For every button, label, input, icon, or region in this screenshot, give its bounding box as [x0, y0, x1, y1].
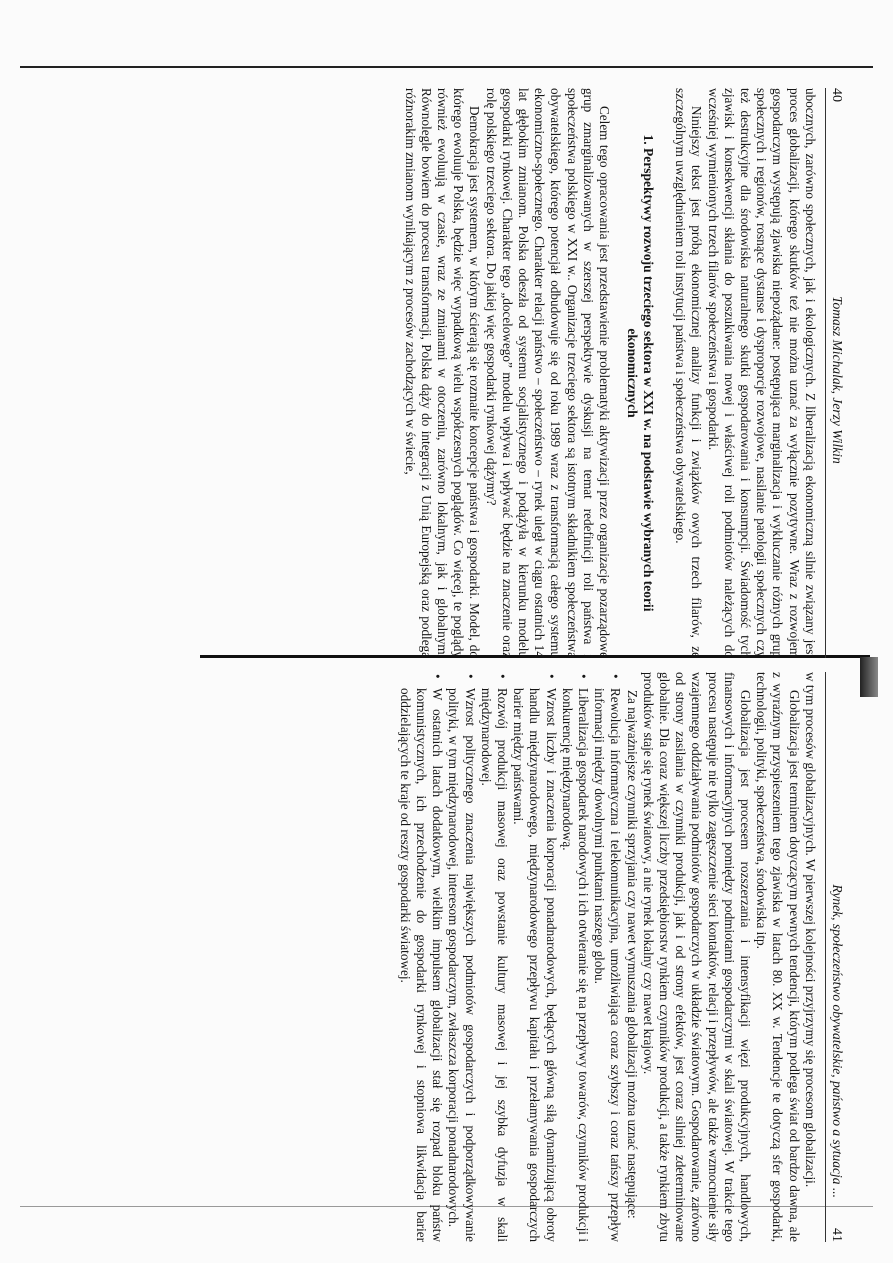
- running-title: Rynek, społeczeństwo obywatelskie, państwo a sytuacja ...: [830, 884, 845, 1198]
- running-header: [825, 672, 845, 1242]
- list-item: • Liberalizacja gospodarek narodowych i ich otwieranie się na przepływy towarów, czynników produkcji i konkurencję międzynarodową.: [559, 688, 591, 1242]
- paragraph: w tym procesów globalizacyjnych. W pierwszej kolejności przyjrzymy się procesom globalizacji.: [802, 672, 818, 1188]
- page-41: [55, 672, 845, 1242]
- section-heading: 1. Perspektywy rozwoju trzeciego sektora w XXI w. na podstawie wybranych teorii ekonomicznych: [624, 134, 656, 612]
- list-item: • Rozwój produkcji masowej oraz powstanie kultury masowej i jej szybka dyfuzja w skali międzynarodowej.: [478, 688, 510, 1242]
- paragraph: Globalizacja jest terminem dotyczącym pewnych tendencji, którym podlega świat od bardzo dawna, ale z wyraźnym przyspieszeniem tego zjawiska w latach 80. XX w. Tendencje te dotyczą sfer gospodarki, technologii, polityki, społeczeństwa, środowiska itp.: [754, 672, 802, 1242]
- running-title: Tomasz Michalak, Jerzy Wilkin: [830, 296, 845, 464]
- paragraph: Celem tego opracowania jest przedstawienie problematyki aktywizacji przez organizacje pozarządowe grup zmarginalizowanych w szerszej perspektywie dyskusji na temat redefinicji roli państwa i społeczeństwa polskiego w XXI w.. Organizacje trzeciego sektora są istotnym składnikiem społeczeństwa obywatelskiego, którego potencjał odbudowuje się od roku 1989 wraz z transformacją całego systemu ekonomiczno-społecznego. Charakter relacji państwo – społeczeństwo – rynek uległ w ciągu ostatnich 14 lat głębokim zmianom. Polska odeszła od systemu socjalistycznego i podążyła w kierunku modelu gospodarki rynkowej. Charakter tego „docelowego” modelu wpływa i wpływać będzie na znaczenie oraz rolę polskiego trzeciego sektora. Do jakiej więc gospodarki rynkowej dążymy?: [483, 88, 612, 658]
- running-header: [825, 88, 845, 658]
- spine-shadow: [860, 657, 878, 697]
- list-item: • Wzrost politycznego znaczenia największych podmiotów gospodarczych i podporządkowywanie polityki, w tym międzynarodowej, interesom gospodarczym, zwłaszcza korporacji ponadnarodowych.: [445, 688, 477, 1242]
- top-edge-line: [20, 66, 873, 68]
- paragraph: Globalizacja jest procesem rozszerzania i intensyfikacji więzi produkcyjnych, handlowych, finansowych i informacyjnych pomiędzy podmiotami gospodarczymi w skali światowej. W trakcie tego procesu następuje nie tylko zagęszczenie sieci kontaktów, relacji i przepływów, ale także wzmocnienie siły wzajemnego oddziaływania podmiotów gospodarczych w układzie światowym. Gospodarowanie, zarówno od strony zasilania w czynniki produkcji, jak i od strony efektów, jest coraz silniej zdeterminowane globalnie. Dla coraz większej liczby przedsiębiorstw rynkiem czynników produkcji, a także rynkiem zbytu produktów staje się rynek światowy, a nie rynek lokalny czy nawet krajowy.: [640, 672, 753, 1242]
- factor-list: [397, 672, 624, 1242]
- page-number: 41: [829, 1228, 844, 1242]
- list-item: • W ostatnich latach dodatkowym, wielkim impulsem globalizacji stał się rozpad bloku państw komunistycznych, ich przechodzenie do gospodarki rynkowej i stopniowa likwidacja barier oddzielających te kraje od reszty gospodarki światowej.: [397, 688, 446, 1242]
- paragraph: ubocznych, zarówno społecznych, jak i ekologicznych. Z liberalizacją ekonomiczną silnie związany jest proces globalizacji, którego skutków też nie można uznać za wyłącznie pozytywne. Wraz z rozwojem gospodarczym występują zjawiska niepożądane: postępująca marginalizacja i wykluczanie różnych grup społecznych i regionów, rosnące dystanse i dysproporcje rozwojowe, nasilanie patologii społecznych czy też destrukcyjne dla środowiska naturalnego skutki gospodarowania i konsumpcji. Świadomość tych zjawisk i konsekwencji skłania do poszukiwania nowej i właściwej roli podmiotów należących do wcześniej wymienionych trzech filarów społeczeństwa i gospodarki.: [705, 88, 818, 658]
- list-item: • Rewolucja informatyczna i telekomunikacyjna, umożliwiająca coraz szybszy i coraz tańszy przepływ informacji między dowolnymi punktami naszego globu.: [591, 688, 623, 1242]
- paragraph: Demokracja jest systemem, w którym ścierają się rozmaite koncepcje państwa i gospodarki. Model, do którego ewoluuje Polska, będzie więc wypadkową wielu współczesnych poglądów. Co więcej, te poglądy również ewoluują w czasie, wraz ze zmianami w otoczeniu, zarówno lokalnym, jak i globalnym. Równolegle bowiem do procesu transformacji, Polska dąży do integracji z Unią Europejską oraz podlega różnorakim zmianom wynikającym z procesów zachodzących w świecie,: [402, 88, 483, 658]
- list-item: • Wzrost liczby i znaczenia korporacji ponadnarodowych, będących główną siłą dynamizującą obroty handlu międzynarodowego, międzynarodowego przepływu kapitału i przełamywania gospodarczych barier między państwami.: [510, 688, 559, 1242]
- paragraph: Za najważniejsze czynniki sprzyjania czy nawet wymuszania globalizacji można uznać następujące:: [624, 690, 640, 1219]
- page-number: 40: [829, 88, 844, 102]
- paragraph: Niniejszy tekst jest próbą ekonomicznej analizy funkcji i związków owych trzech filarów, ze szczególnym uwzględnieniem roli instytucji państwa i społeczeństwa obywatelskiego.: [673, 88, 705, 658]
- page-40: [55, 88, 845, 658]
